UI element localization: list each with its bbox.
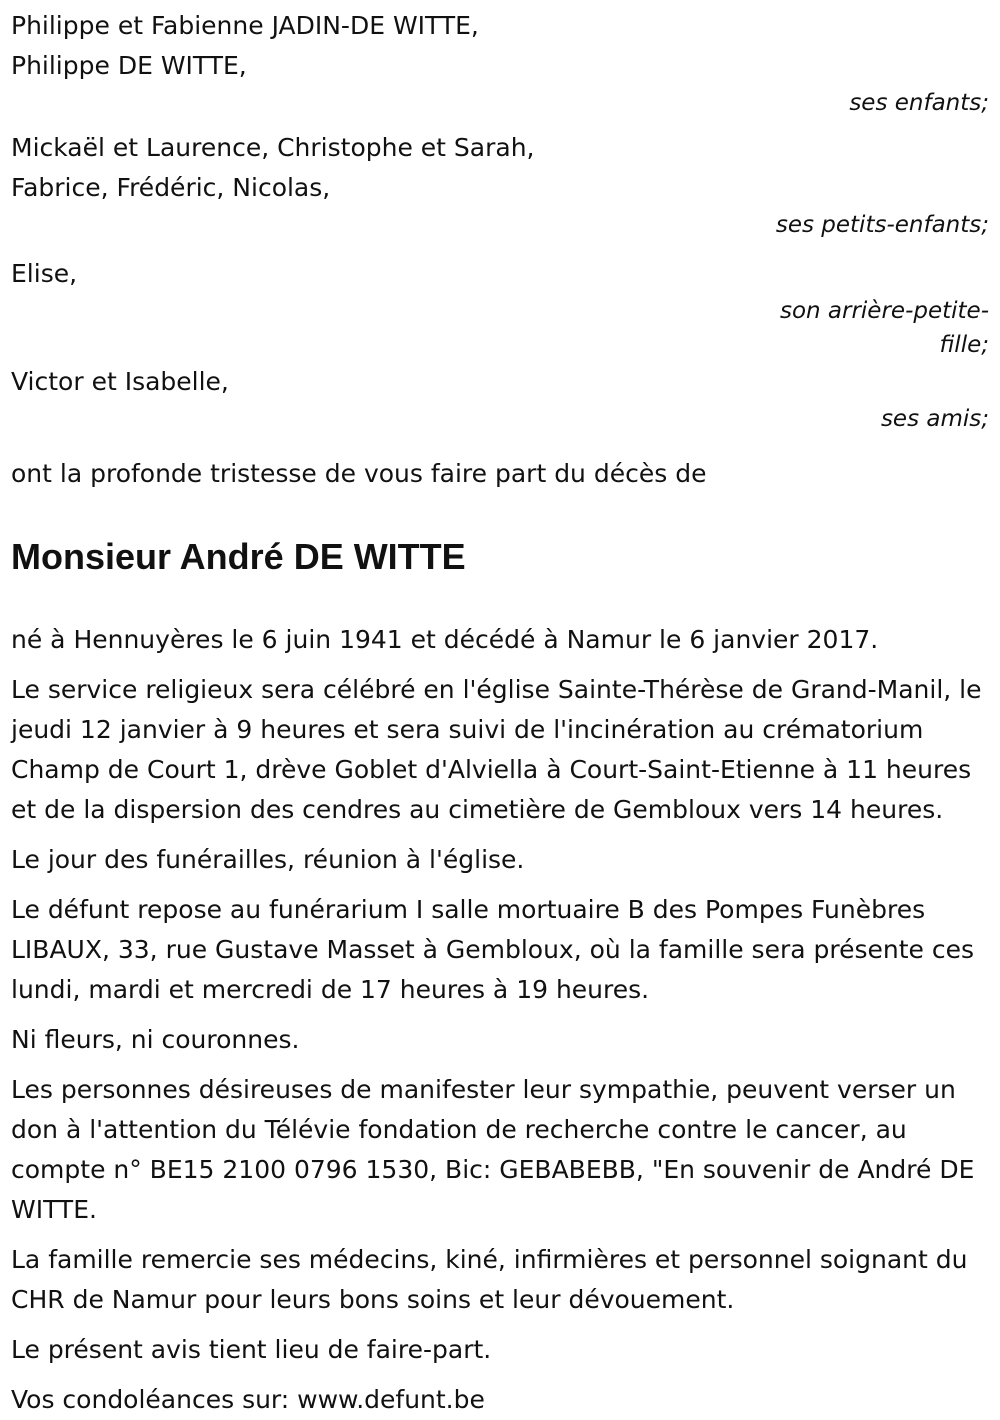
friends-line-1: Victor et Isabelle, xyxy=(11,367,229,396)
great-grandchild-group xyxy=(11,254,989,362)
friends-relation: ses amis; xyxy=(880,406,989,432)
donation-paragraph: Les personnes désireuses de manifester leur sympathie, peuvent verser un don à l'attention du Télévie fondation de recherche contre le cancer, au compte n° BE15 2100 0796 1530, Bic: GEBABEBB, "En souvenir de André DE WITTE. xyxy=(11,1075,975,1224)
flowers-paragraph: Ni fleurs, ni couronnes. xyxy=(11,1025,300,1054)
great-grandchild-line-1: Elise, xyxy=(11,259,78,288)
reunion-paragraph: Le jour des funérailles, réunion à l'église. xyxy=(11,845,525,874)
condolences-paragraph: Vos condoléances sur: www.defunt.be xyxy=(11,1385,485,1414)
intro-text: ont la profonde tristesse de vous faire part du décès de xyxy=(11,459,707,488)
children-line-1: Philippe et Fabienne JADIN-DE WITTE, xyxy=(11,11,479,40)
grandchildren-line-2: Fabrice, Frédéric, Nicolas, xyxy=(11,173,331,202)
friends-group xyxy=(11,362,989,436)
children-relation: ses enfants; xyxy=(849,90,989,116)
grandchildren-line-1: Mickaël et Laurence, Christophe et Sarah, xyxy=(11,133,535,162)
notice-paragraph: Le présent avis tient lieu de faire-part. xyxy=(11,1335,492,1364)
grandchildren-relation: ses petits-enfants; xyxy=(775,212,989,238)
great-grandchild-relation-line-2: fille; xyxy=(939,332,989,358)
thanks-paragraph: La famille remercie ses médecins, kiné, infirmières et personnel soignant du CHR de Namur pour leurs bons soins et leur dévouement. xyxy=(11,1245,968,1314)
children-group xyxy=(11,6,989,120)
service-paragraph: Le service religieux sera célébré en l'église Sainte-Thérèse de Grand-Manil, le jeudi 12 janvier à 9 heures et sera suivi de l'incinération au crématorium Champ de Court 1, drève Goblet d'Alviella à Court-Saint-Etienne à 11 heures et de la dispersion des cendres au cimetière de Gembloux vers 14 heures. xyxy=(11,675,982,824)
birth-death-paragraph: né à Hennuyères le 6 juin 1941 et décédé à Namur le 6 janvier 2017. xyxy=(11,625,879,654)
great-grandchild-relation-line-1: son arrière-petite- xyxy=(779,298,989,324)
children-line-2: Philippe DE WITTE, xyxy=(11,51,247,80)
grandchildren-group xyxy=(11,128,989,242)
deceased-name: Monsieur André DE WITTE xyxy=(11,536,466,577)
repose-paragraph: Le défunt repose au funérarium I salle mortuaire B des Pompes Funèbres LIBAUX, 33, rue Gustave Masset à Gembloux, où la famille sera présente ces lundi, mardi et mercredi de 17 heures à 19 heures. xyxy=(11,895,975,1004)
